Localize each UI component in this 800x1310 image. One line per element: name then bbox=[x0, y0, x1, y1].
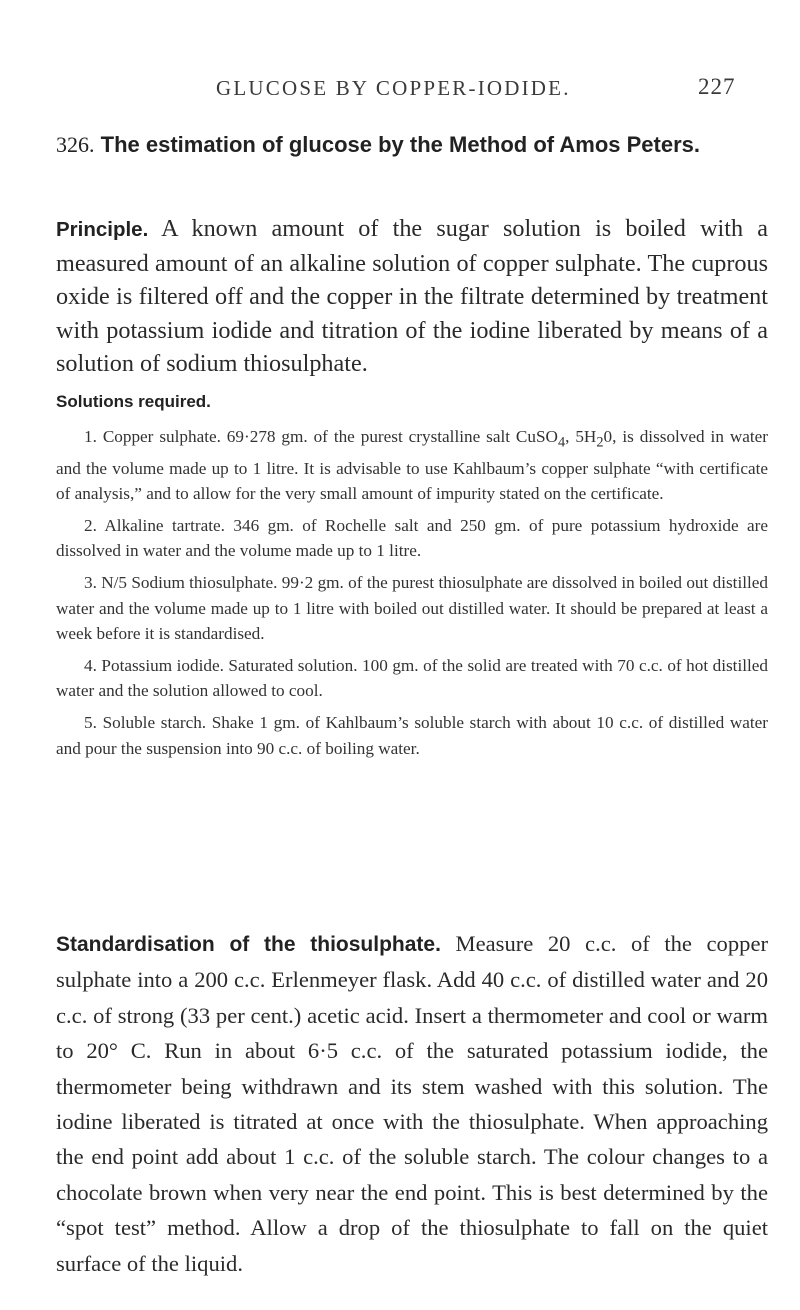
section-title: The estimation of glucose by the Method of Amos Peters. bbox=[100, 132, 700, 157]
subscript: 2 bbox=[596, 434, 604, 451]
solutions-list bbox=[56, 424, 768, 768]
standardisation-paragraph bbox=[56, 926, 768, 1281]
section-number: 326. bbox=[56, 132, 95, 157]
solution-item-copper-sulphate bbox=[56, 424, 768, 506]
solution-text: Copper sulphate. 69·278 gm. of the purest crystalline salt CuSO bbox=[102, 427, 558, 446]
standardisation-text: Measure 20 c.c. of the copper sulphate into a 200 c.c. Erlenmeyer flask. Add 40 c.c. of distilled water and 20 c.c. of strong (33 per cent.) acetic acid. Insert a thermometer and cool or warm to 20° C. Run in about 6·5 c.c. of the saturated potassium iodide, the thermometer being withdrawn and its stem washed with this solution. The iodine liberated is titrated at once with the thiosulphate. When approaching the end point add about 1 c.c. of the soluble starch. The colour changes to a chocolate brown when very near the end point. This is best determined by the “spot test” method. Allow a drop of the thiosulphate to fall on the quiet surface of the liquid. bbox=[56, 931, 769, 1276]
page-number: 227 bbox=[698, 74, 736, 99]
solution-number: 4. bbox=[84, 656, 97, 676]
principle-label: Principle. bbox=[56, 218, 149, 241]
principle-text: A known amount of the sugar solution is boiled with a measured amount of an alkaline solution of copper sulphate. The cuprous oxide is filtered off and the copper in the filtrate determined by treatment with potassium iodide and titration of the iodine liberated by means of a solution of sodium thiosulphate. bbox=[56, 215, 769, 377]
solution-text: Soluble starch. Shake 1 gm. of Kahlbaum’s soluble starch with about 10 c.c. of distilled water and pour the suspension into 90 c.c. of boiling water. bbox=[56, 713, 769, 758]
running-title: GLUCOSE BY COPPER-IODIDE. bbox=[216, 76, 571, 100]
solution-text: , 5H bbox=[565, 427, 597, 446]
running-head bbox=[0, 74, 800, 108]
solution-item-alkaline-tartrate bbox=[56, 513, 768, 563]
solution-item-sodium-thiosulphate bbox=[56, 570, 768, 646]
solution-number: 5. bbox=[84, 713, 97, 733]
solution-text: N/5 Sodium thiosulphate. 99·2 gm. of the purest thiosulphate are dissolved in boiled out distilled water and the volume made up to 1 litre with boiled out distilled water. It should be prepared at least a week before it is standardised. bbox=[56, 573, 769, 643]
solution-text: Potassium iodide. Saturated solution. 100 gm. of the solid are treated with 70 c.c. of hot distilled water and the solution allowed to cool. bbox=[56, 656, 769, 701]
solution-text: Alkaline tartrate. 346 gm. of Rochelle salt and 250 gm. of pure potassium hydroxide are dissolved in water and the volume made up to 1 litre. bbox=[56, 516, 768, 561]
solution-number: 1. bbox=[84, 427, 97, 446]
solution-text: 0, is dissolved in water and the volume made up to 1 litre. It is advisable to use Kahlbaum’s copper sulphate “with certificate of analysis,” and to allow for the very small amount of impurity stated on the certificate. bbox=[56, 427, 768, 503]
section-heading bbox=[56, 126, 756, 164]
principle-paragraph bbox=[56, 212, 768, 381]
standardisation-label: Standardisation of the thiosulphate. bbox=[56, 933, 441, 956]
subscript: 4 bbox=[557, 434, 566, 451]
solutions-heading: Solutions required. bbox=[56, 392, 211, 411]
solution-item-potassium-iodide bbox=[56, 653, 768, 703]
solution-number: 3. bbox=[84, 573, 97, 593]
solution-number: 2. bbox=[84, 516, 97, 536]
solution-item-soluble-starch bbox=[56, 710, 768, 760]
